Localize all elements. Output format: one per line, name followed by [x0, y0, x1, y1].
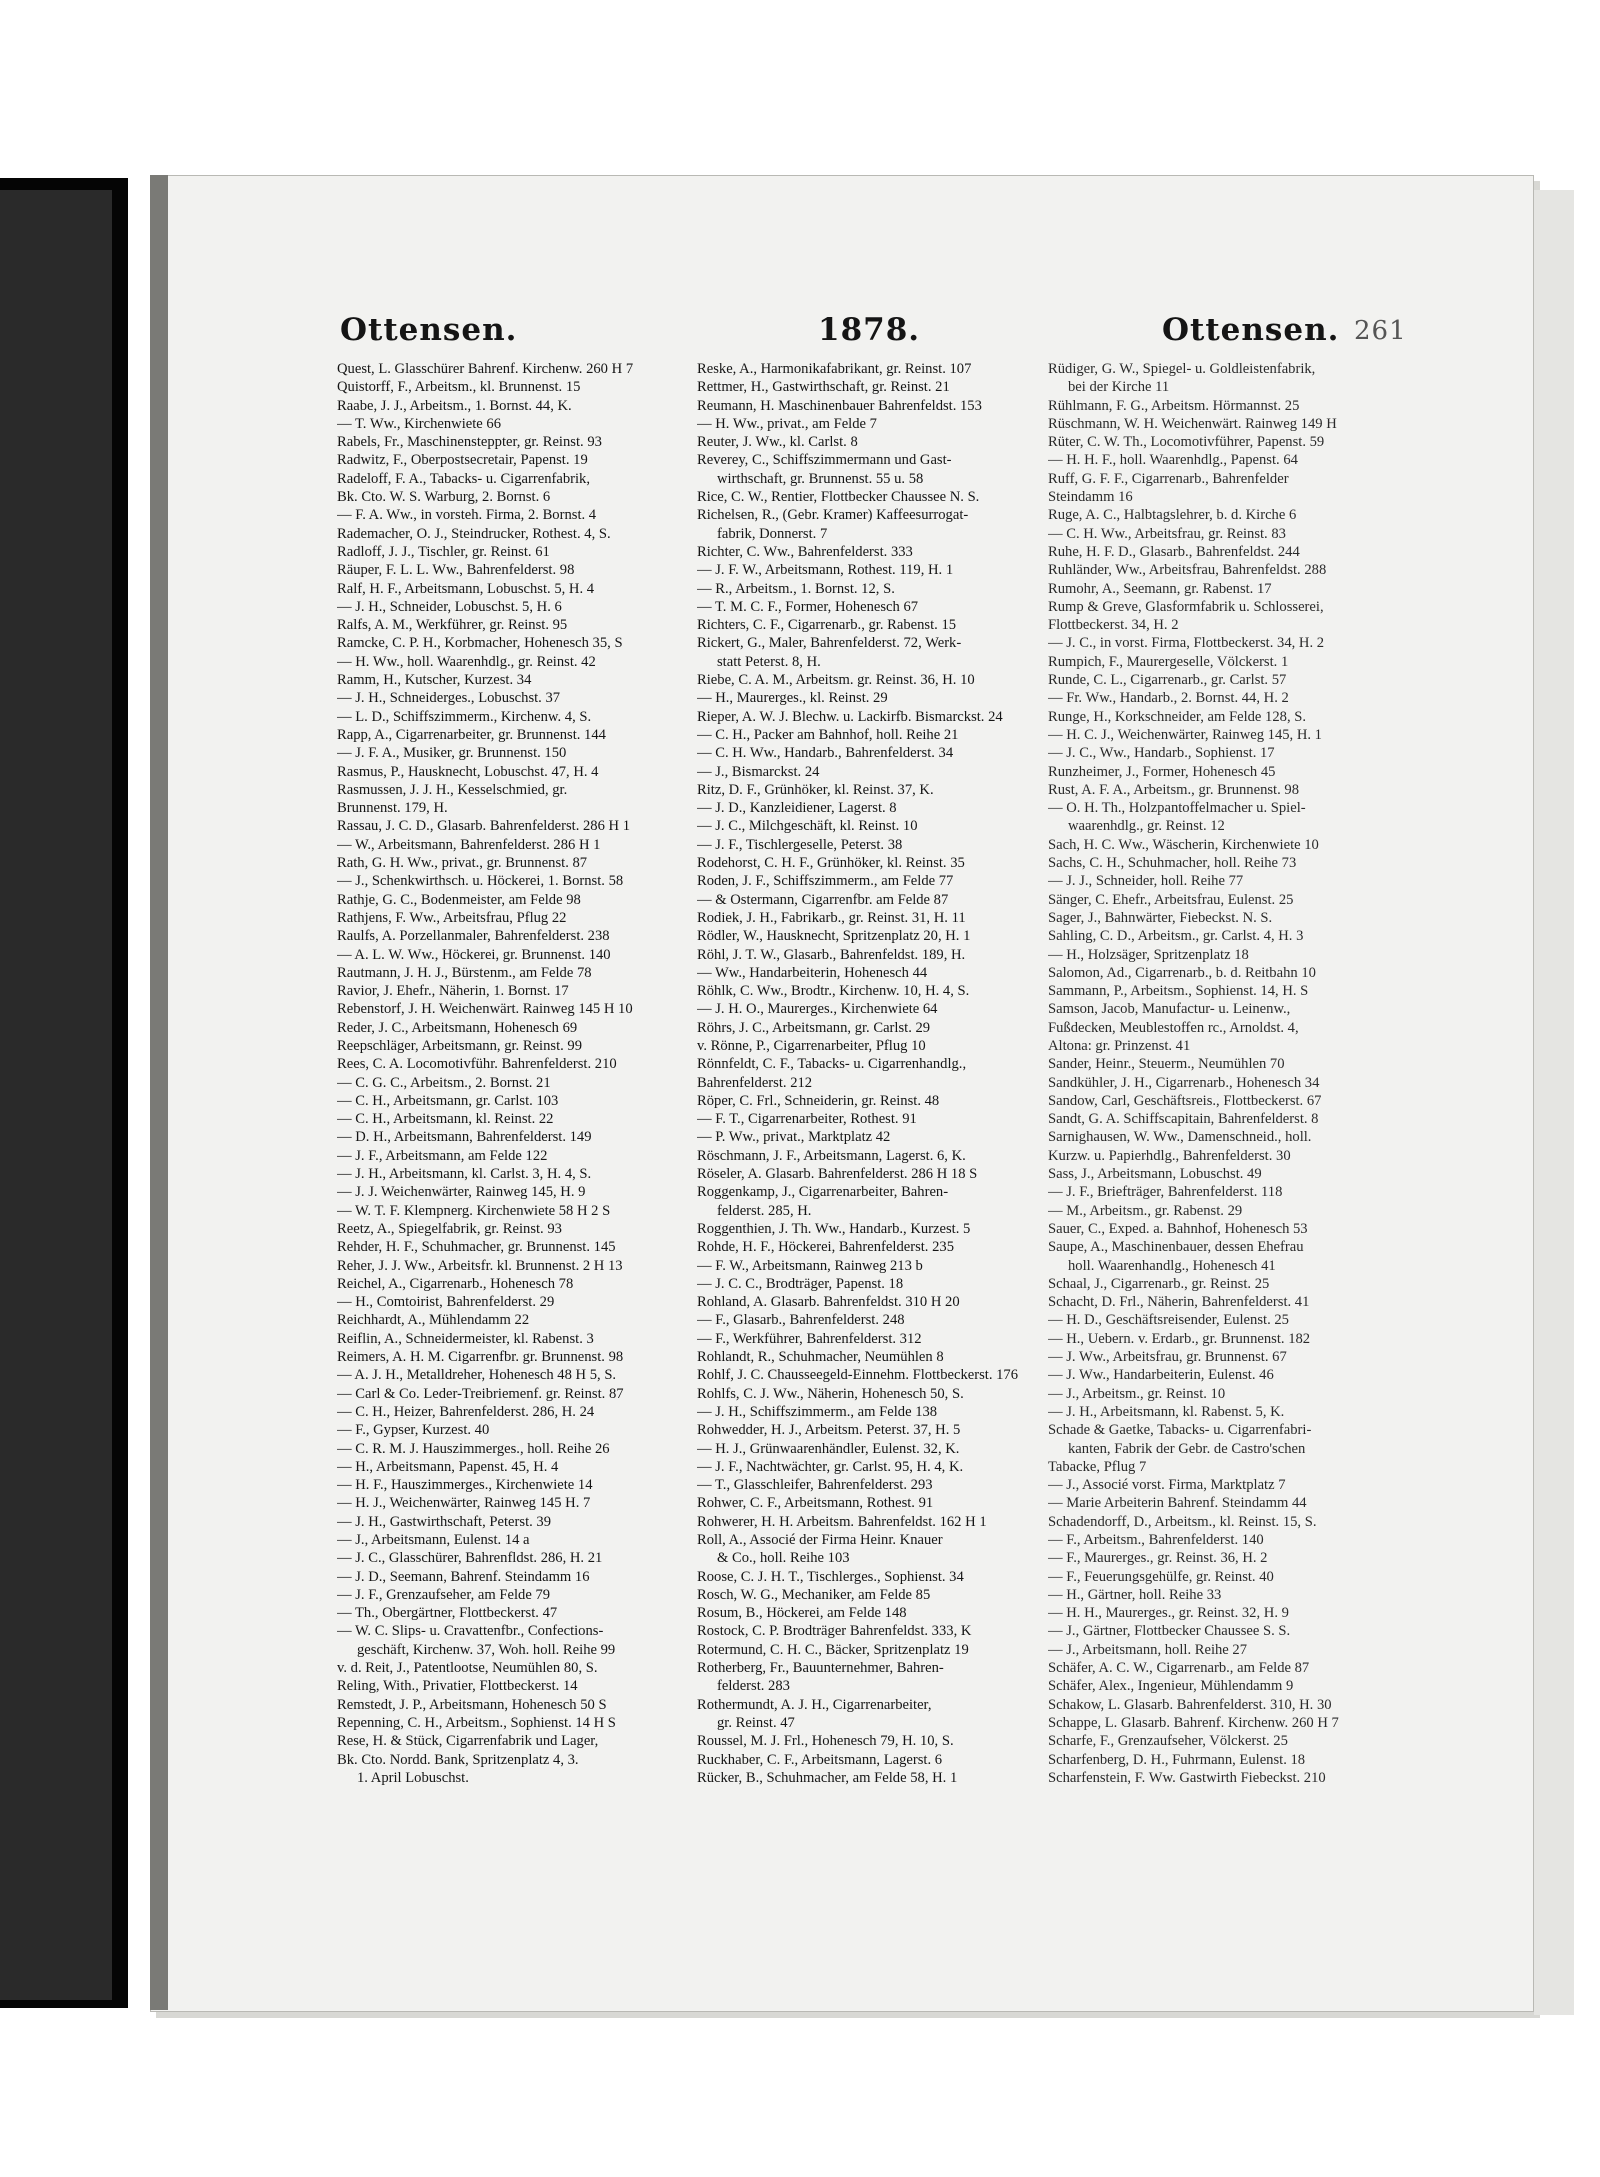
directory-entry: — C. H., Arbeitsmann, kl. Reinst. 22	[337, 1111, 554, 1128]
directory-entry: Rese, H. & Stück, Cigarrenfabrik und Lager,	[337, 1733, 599, 1750]
directory-entry: Rumpich, F., Maurergeselle, Völckerst. 1	[1048, 653, 1289, 670]
directory-entry: Rees, C. A. Locomotivführ. Bahrenfelderst. 210	[337, 1056, 617, 1073]
directory-entry: Schade & Gaetke, Tabacks- u. Cigarrenfabri-	[1048, 1422, 1312, 1439]
directory-entry: Reumann, H. Maschinenbauer Bahrenfeldst. 153	[697, 397, 982, 414]
directory-entry: — H., Holzsäger, Spritzenplatz 18	[1048, 946, 1249, 963]
directory-entry: Rath, G. H. Ww., privat., gr. Brunnenst. 87	[337, 855, 588, 872]
directory-entry: Reverey, C., Schiffszimmermann und Gast-	[697, 452, 952, 469]
directory-entry: Rücker, B., Schuhmacher, am Felde 58, H. 1	[697, 1769, 958, 1786]
directory-entry: Ralfs, A. M., Werkführer, gr. Reinst. 95	[337, 617, 568, 634]
directory-entry: — Carl & Co. Leder-Treibriemenf. gr. Reinst. 87	[337, 1385, 624, 1402]
directory-entry: Richelsen, R., (Gebr. Kramer) Kaffeesurrogat-	[697, 507, 969, 524]
directory-entry: Rohlandt, R., Schuhmacher, Neumühlen 8	[697, 1349, 944, 1366]
directory-entry: Altona: gr. Prinzenst. 41	[1048, 1037, 1191, 1054]
directory-entry: Rettmer, H., Gastwirthschaft, gr. Reinst. 21	[697, 379, 950, 396]
directory-entry: — J. C. C., Brodträger, Papenst. 18	[697, 1275, 904, 1292]
directory-entry: — J. C., Milchgeschäft, kl. Reinst. 10	[697, 818, 918, 835]
directory-entry: — H. H., Maurerges., gr. Reinst. 32, H. 9	[1048, 1605, 1289, 1622]
directory-entry: Rasmus, P., Hausknecht, Lobuschst. 47, H. 4	[337, 763, 599, 780]
directory-entry: — J. Ww., Arbeitsfrau, gr. Brunnenst. 67	[1048, 1349, 1287, 1366]
directory-entry: & Co., holl. Reihe 103	[717, 1550, 850, 1567]
directory-entry: — C. G. C., Arbeitsm., 2. Bornst. 21	[337, 1074, 551, 1091]
directory-entry: Rönnfeldt, C. F., Tabacks- u. Cigarrenhandlg.,	[697, 1056, 967, 1073]
directory-entry: Rathje, G. C., Bodenmeister, am Felde 98	[337, 891, 581, 908]
directory-entry: Richters, C. F., Cigarrenarb., gr. Rabenst. 15	[697, 617, 957, 634]
directory-entry: — O. H. Th., Holzpantoffelmacher u. Spiel-	[1048, 800, 1306, 817]
directory-entry: — J. H., Arbeitsmann, kl. Carlst. 3, H. 4, S.	[337, 1166, 592, 1183]
directory-entry: Rohde, H. F., Höckerei, Bahrenfelderst. 235	[697, 1239, 954, 1256]
directory-entry: Saupe, A., Maschinenbauer, dessen Ehefrau	[1048, 1239, 1304, 1256]
directory-entry: Rabels, Fr., Maschinensteppter, gr. Reinst. 93	[337, 434, 602, 451]
directory-entry: statt Peterst. 8, H.	[717, 653, 821, 670]
directory-entry: — T., Glasschleifer, Bahrenfelderst. 293	[697, 1477, 933, 1494]
directory-entry: Roll, A., Associé der Firma Heinr. Knauer	[697, 1532, 943, 1548]
directory-entry: Quistorff, F., Arbeitsm., kl. Brunnenst. 15	[337, 379, 581, 396]
directory-entry: Rumohr, A., Seemann, gr. Rabenst. 17	[1048, 580, 1272, 597]
directory-column-1	[337, 360, 693, 1787]
directory-entry: Rüdiger, G. W., Spiegel- u. Goldleistenfabrik,	[1048, 361, 1316, 377]
directory-entry: Rotherberg, Fr., Bauunternehmer, Bahren-	[697, 1660, 944, 1677]
directory-entry: Bk. Cto. Nordd. Bank, Spritzenplatz 4, 3.	[337, 1751, 579, 1768]
directory-entry: — J. H. O., Maurerges., Kirchenwiete 64	[697, 1001, 938, 1018]
directory-entry: — F. A. Ww., in vorsteh. Firma, 2. Bornst. 4	[337, 507, 597, 524]
directory-entry: Sandkühler, J. H., Cigarrenarb., Hohenesch 34	[1048, 1074, 1320, 1091]
directory-entry: Rosch, W. G., Mechaniker, am Felde 85	[697, 1586, 931, 1603]
directory-entry: fabrik, Donnerst. 7	[717, 525, 828, 542]
directory-entry: Raabe, J. J., Arbeitsm., 1. Bornst. 44, K.	[337, 397, 572, 414]
directory-column-3	[1048, 360, 1400, 1787]
directory-entry: Reimers, A. H. M. Cigarrenfbr. gr. Brunnenst. 98	[337, 1349, 624, 1366]
directory-entry: Sandow, Carl, Geschäftsreis., Flottbeckerst. 67	[1048, 1092, 1322, 1109]
directory-entry: — M., Arbeitsm., gr. Rabenst. 29	[1048, 1202, 1243, 1219]
directory-entry: Schäfer, A. C. W., Cigarrenarb., am Felde 87	[1048, 1660, 1310, 1677]
directory-entry: — C. H., Packer am Bahnhof, holl. Reihe 21	[697, 726, 959, 743]
directory-entry: — J. C., in vorst. Firma, Flottbeckerst. 34, H. 2	[1048, 635, 1325, 652]
directory-entry: — J. F., Grenzaufseher, am Felde 79	[337, 1586, 551, 1603]
directory-entry: Rostock, C. P. Brodträger Bahrenfeldst. 333, K	[697, 1623, 972, 1640]
directory-entry: Sass, J., Arbeitsmann, Lobuschst. 49	[1048, 1166, 1262, 1183]
directory-entry: Rathjens, F. Ww., Arbeitsfrau, Pflug 22	[337, 909, 567, 926]
directory-entry: Roggenkamp, J., Cigarrenarbeiter, Bahren-	[697, 1184, 949, 1201]
directory-entry: — C. R. M. J. Hauszimmerges., holl. Reihe 26	[337, 1440, 610, 1457]
directory-entry: — J., Bismarckst. 24	[697, 763, 820, 780]
directory-entry: Räuper, F. L. L. Ww., Bahrenfelderst. 98	[337, 562, 575, 579]
directory-entry: Reher, J. J. Ww., Arbeitsfr. kl. Brunnenst. 2 H 13	[337, 1257, 623, 1274]
directory-entry: — J. C., Glasschürer, Bahrenfldst. 286, H. 21	[337, 1550, 603, 1567]
directory-entry: Rautmann, J. H. J., Bürstenm., am Felde 78	[337, 964, 592, 981]
directory-entry: — J. C., Ww., Handarb., Sophienst. 17	[1048, 745, 1275, 762]
directory-entry: — D. H., Arbeitsmann, Bahrenfelderst. 149	[337, 1129, 592, 1146]
directory-entry: — J. F., Nachtwächter, gr. Carlst. 95, H. 4, K.	[697, 1458, 964, 1475]
directory-entry: Rüschmann, W. H. Weichenwärt. Rainweg 149 H	[1048, 415, 1337, 432]
directory-entry: — R., Arbeitsm., 1. Bornst. 12, S.	[697, 580, 895, 597]
directory-entry: Rasmussen, J. J. H., Kesselschmied, gr.	[337, 781, 568, 798]
directory-entry: Remstedt, J. P., Arbeitsmann, Hohenesch 50 S	[337, 1696, 607, 1713]
directory-entry: — H. C. J., Weichenwärter, Rainweg 145, H. 1	[1048, 726, 1322, 743]
directory-entry: Reske, A., Harmonikafabrikant, gr. Reinst. 107	[697, 361, 972, 377]
directory-entry: — J. H., Arbeitsmann, kl. Rabenst. 5, K.	[1048, 1403, 1285, 1420]
directory-entry: Rodiek, J. H., Fabrikarb., gr. Reinst. 31, H. 11	[697, 909, 966, 926]
directory-entry: — J. D., Kanzleidiener, Lagerst. 8	[697, 800, 897, 817]
directory-entry: Rohlf, J. C. Chausseegeld-Einnehm. Flottbeckerst. 176	[697, 1367, 1019, 1384]
directory-entry: — C. H. Ww., Arbeitsfrau, gr. Reinst. 83	[1048, 525, 1286, 542]
directory-entry: — J. H., Gastwirthschaft, Peterst. 39	[337, 1513, 552, 1530]
directory-entry: Rohland, A. Glasarb. Bahrenfeldst. 310 H 20	[697, 1294, 960, 1311]
directory-entry: Roggenthien, J. Th. Ww., Handarb., Kurzest. 5	[697, 1220, 971, 1237]
directory-entry: Rassau, J. C. D., Glasarb. Bahrenfelderst. 286 H 1	[337, 818, 631, 835]
directory-entry: — J., Schenkwirthsch. u. Höckerei, 1. Bornst. 58	[337, 873, 624, 890]
directory-entry: — H., Gärtner, holl. Reihe 33	[1048, 1586, 1222, 1603]
directory-entry: Scharfe, F., Grenzaufseher, Völckerst. 25	[1048, 1733, 1288, 1750]
directory-entry: waarenhdlg., gr. Reinst. 12	[1068, 818, 1225, 835]
directory-entry: Ritz, D. F., Grünhöker, kl. Reinst. 37, K.	[697, 781, 934, 798]
directory-entry: Rieper, A. W. J. Blechw. u. Lackirfb. Bismarckst. 24	[697, 708, 1003, 725]
directory-entry: Runde, C. L., Cigarrenarb., gr. Carlst. 57	[1048, 672, 1287, 689]
directory-entry: Rust, A. F. A., Arbeitsm., gr. Brunnenst. 98	[1048, 781, 1299, 798]
directory-entry: Schacht, D. Frl., Näherin, Bahrenfelderst. 41	[1048, 1294, 1310, 1311]
directory-entry: Ravior, J. Ehefr., Näherin, 1. Bornst. 17	[337, 983, 569, 1000]
directory-entry: Röhl, J. T. W., Glasarb., Bahrenfeldst. 189, H.	[697, 946, 966, 963]
directory-entry: Sammann, P., Arbeitsm., Sophienst. 14, H. S	[1048, 983, 1309, 1000]
directory-entry: Rohwedder, H. J., Arbeitsm. Peterst. 37, H. 5	[697, 1422, 961, 1439]
directory-entry: Kurzw. u. Papierhdlg., Bahrenfelderst. 30	[1048, 1147, 1291, 1164]
directory-entry: — H., Uebern. v. Erdarb., gr. Brunnenst. 182	[1048, 1330, 1311, 1347]
directory-entry: Schaal, J., Cigarrenarb., gr. Reinst. 25	[1048, 1275, 1270, 1292]
directory-entry: — H. J., Weichenwärter, Rainweg 145 H. 7	[337, 1495, 591, 1512]
directory-entry: — Marie Arbeiterin Bahrenf. Steindamm 44	[1048, 1495, 1307, 1512]
directory-entry: — J. H., Schiffszimmerm., am Felde 138	[697, 1403, 938, 1420]
directory-entry: Rickert, G., Maler, Bahrenfelderst. 72, Werk-	[697, 635, 962, 652]
directory-entry: Quest, L. Glasschürer Bahrenf. Kirchenw. 260 H 7	[337, 361, 634, 377]
directory-entry: wirthschaft, gr. Brunnenst. 55 u. 58	[717, 470, 924, 487]
directory-entry: — F., Feuerungsgehülfe, gr. Reinst. 40	[1048, 1568, 1274, 1585]
directory-entry: Flottbeckerst. 34, H. 2	[1048, 617, 1179, 634]
directory-entry: Repenning, C. H., Arbeitsm., Sophienst. 14 H S	[337, 1714, 616, 1731]
directory-entry: Radloff, J. J., Tischler, gr. Reinst. 61	[337, 543, 550, 560]
page-right-margin	[1534, 190, 1574, 2015]
directory-entry: — F., Arbeitsm., Bahrenfelderst. 140	[1048, 1532, 1264, 1548]
directory-entry: Sauer, C., Exped. a. Bahnhof, Hohenesch 53	[1048, 1220, 1308, 1237]
page-gutter	[150, 175, 168, 2010]
directory-entry: Schadendorff, D., Arbeitsm., kl. Reinst. 15, S.	[1048, 1513, 1317, 1530]
directory-entry: Rodehorst, C. H. F., Grünhöker, kl. Reinst. 35	[697, 855, 965, 872]
directory-entry: — J. J., Schneider, holl. Reihe 77	[1048, 873, 1244, 890]
directory-entry: Fußdecken, Meublestoffen rc., Arnoldst. 4,	[1048, 1019, 1299, 1036]
directory-entry: — J. F. W., Arbeitsmann, Rothest. 119, H. 1	[697, 562, 954, 579]
directory-entry: — P. Ww., privat., Marktplatz 42	[697, 1129, 891, 1146]
directory-entry: — Fr. Ww., Handarb., 2. Bornst. 44, H. 2	[1048, 690, 1289, 707]
directory-entry: Schappe, L. Glasarb. Bahrenf. Kirchenw. 260 H 7	[1048, 1714, 1339, 1731]
book-left-edge-inner	[0, 190, 112, 2000]
directory-entry: Rump & Greve, Glasformfabrik u. Schlosserei,	[1048, 598, 1324, 615]
directory-entry: Ramcke, C. P. H., Korbmacher, Hohenesch 35, S	[337, 635, 623, 652]
directory-entry: Rademacher, O. J., Steindrucker, Rothest. 4, S.	[337, 525, 611, 542]
directory-entry: — Ww., Handarbeiterin, Hohenesch 44	[697, 964, 928, 981]
directory-entry: Rebenstorf, J. H. Weichenwärt. Rainweg 145 H 10	[337, 1001, 633, 1018]
directory-entry: Röseler, A. Glasarb. Bahrenfelderst. 286 H 18 S	[697, 1166, 978, 1183]
directory-entry: — J. F., Arbeitsmann, am Felde 122	[337, 1147, 548, 1164]
directory-entry: — C. H., Heizer, Bahrenfelderst. 286, H. 24	[337, 1403, 595, 1420]
directory-entry: Rice, C. W., Rentier, Flottbecker Chaussee N. S.	[697, 489, 980, 506]
directory-entry: Reder, J. C., Arbeitsmann, Hohenesch 69	[337, 1019, 578, 1036]
directory-column-2	[697, 360, 1055, 1787]
directory-entry: — H., Maurerges., kl. Reinst. 29	[697, 690, 888, 707]
directory-entry: Reepschläger, Arbeitsmann, gr. Reinst. 99	[337, 1037, 583, 1054]
directory-entry: Ruckhaber, C. F., Arbeitsmann, Lagerst. 6	[697, 1751, 943, 1768]
directory-entry: Rehder, H. F., Schuhmacher, gr. Brunnenst. 145	[337, 1239, 616, 1256]
directory-entry: Rothermundt, A. J. H., Cigarrenarbeiter,	[697, 1696, 932, 1713]
directory-entry: — J., Associé vorst. Firma, Marktplatz 7	[1048, 1477, 1286, 1494]
directory-entry: Ruhe, H. F. D., Glasarb., Bahrenfeldst. 244	[1048, 543, 1300, 560]
directory-entry: Scharfenberg, D. H., Fuhrmann, Eulenst. 18	[1048, 1751, 1306, 1768]
directory-entry: Steindamm 16	[1048, 489, 1133, 506]
directory-entry: Ramm, H., Kutscher, Kurzest. 34	[337, 672, 532, 689]
directory-entry: — F. T., Cigarrenarbeiter, Rothest. 91	[697, 1111, 917, 1128]
directory-entry: — A. L. W. Ww., Höckerei, gr. Brunnenst. 140	[337, 946, 611, 963]
directory-entry: geschäft, Kirchenw. 37, Woh. holl. Reihe 99	[357, 1641, 616, 1658]
directory-entry: — H. Ww., holl. Waarenhdlg., gr. Reinst. 42	[337, 653, 596, 670]
directory-entry: Rapp, A., Cigarrenarbeiter, gr. Brunnenst. 144	[337, 726, 606, 743]
directory-entry: — W. T. F. Klempnerg. Kirchenwiete 58 H 2 S	[337, 1202, 611, 1219]
directory-entry: Schäfer, Alex., Ingenieur, Mühlendamm 9	[1048, 1678, 1294, 1695]
directory-entry: — J. Ww., Handarbeiterin, Eulenst. 46	[1048, 1367, 1274, 1384]
directory-entry: — J., Gärtner, Flottbecker Chaussee S. S.	[1048, 1623, 1291, 1640]
directory-entry: Scharfenstein, F. Ww. Gastwirth Fiebeckst. 210	[1048, 1769, 1326, 1786]
directory-entry: — T. Ww., Kirchenwiete 66	[337, 415, 502, 432]
directory-entry: Sandt, G. A. Schiffscapitain, Bahrenfelderst. 8	[1048, 1111, 1319, 1128]
directory-entry: — L. D., Schiffszimmerm., Kirchenw. 4, S.	[337, 708, 592, 725]
directory-entry: v. d. Reit, J., Patentlootse, Neumühlen 80, S.	[337, 1660, 598, 1677]
directory-entry: Riebe, C. A. M., Arbeitsm. gr. Reinst. 36, H. 10	[697, 672, 975, 689]
directory-entry: Ruhländer, Ww., Arbeitsfrau, Bahrenfeldst. 288	[1048, 562, 1327, 579]
directory-entry: Sarnighausen, W. Ww., Damenschneid., holl.	[1048, 1129, 1312, 1146]
directory-entry: Reichhardt, A., Mühlendamm 22	[337, 1312, 530, 1329]
directory-entry: Reichel, A., Cigarrenarb., Hohenesch 78	[337, 1275, 574, 1292]
directory-entry: — F., Maurerges., gr. Reinst. 36, H. 2	[1048, 1550, 1268, 1567]
directory-entry: Rosum, B., Höckerei, am Felde 148	[697, 1605, 907, 1622]
directory-entry: Sach, H. C. Ww., Wäscherin, Kirchenwiete 10	[1048, 836, 1319, 853]
directory-entry: Raulfs, A. Porzellanmaler, Bahrenfelderst. 238	[337, 928, 610, 945]
directory-entry: v. Rönne, P., Cigarrenarbeiter, Pflug 10	[697, 1037, 926, 1054]
directory-entry: Reetz, A., Spiegelfabrik, gr. Reinst. 93	[337, 1220, 562, 1237]
directory-entry: Reuter, J. Ww., kl. Carlst. 8	[697, 434, 858, 451]
directory-entry: — H. D., Geschäftsreisender, Eulenst. 25	[1048, 1312, 1289, 1329]
directory-entry: — F., Gypser, Kurzest. 40	[337, 1422, 490, 1439]
directory-entry: — J. F., Tischlergeselle, Peterst. 38	[697, 836, 903, 853]
directory-entry: Reiflin, A., Schneidermeister, kl. Rabenst. 3	[337, 1330, 594, 1347]
directory-entry: Roussel, M. J. Frl., Hohenesch 79, H. 10, S.	[697, 1733, 954, 1750]
directory-entry: 1. April Lobuschst.	[357, 1769, 469, 1786]
directory-entry: — H., Arbeitsmann, Papenst. 45, H. 4	[337, 1458, 559, 1475]
directory-entry: Ruge, A. C., Halbtagslehrer, b. d. Kirche 6	[1048, 507, 1297, 524]
directory-entry: Sander, Heinr., Steuerm., Neumühlen 70	[1048, 1056, 1285, 1073]
directory-entry: — W. C. Slips- u. Cravattenfbr., Confections-	[337, 1623, 604, 1640]
directory-entry: kanten, Fabrik der Gebr. de Castro'schen	[1068, 1440, 1306, 1457]
directory-entry: Sänger, C. Ehefr., Arbeitsfrau, Eulenst. 25	[1048, 891, 1294, 908]
directory-entry: — H. F., Hauszimmerges., Kirchenwiete 14	[337, 1477, 593, 1494]
directory-entry: Rohwerer, H. H. Arbeitsm. Bahrenfeldst. 162 H 1	[697, 1513, 987, 1530]
directory-entry: — C. H. Ww., Handarb., Bahrenfelderst. 34	[697, 745, 954, 762]
directory-entry: — T. M. C. F., Former, Hohenesch 67	[697, 598, 919, 615]
directory-entry: — H. J., Grünwaarenhändler, Eulenst. 32, K.	[697, 1440, 960, 1457]
directory-entry: Rotermund, C. H. C., Bäcker, Spritzenplatz 19	[697, 1641, 969, 1658]
directory-entry: — F., Glasarb., Bahrenfelderst. 248	[697, 1312, 905, 1329]
directory-entry: — J. J. Weichenwärter, Rainweg 145, H. 9	[337, 1184, 586, 1201]
page-header	[330, 312, 1410, 362]
directory-entry: Röper, C. Frl., Schneiderin, gr. Reinst. 48	[697, 1092, 940, 1109]
directory-entry: — J. H., Schneiderges., Lobuschst. 37	[337, 690, 561, 707]
directory-entry: Ruff, G. F. F., Cigarrenarb., Bahrenfelder	[1048, 470, 1289, 487]
directory-entry: Sachs, C. H., Schuhmacher, holl. Reihe 73	[1048, 855, 1297, 872]
directory-entry: — H. Ww., privat., am Felde 7	[697, 415, 877, 432]
directory-entry: felderst. 285, H.	[717, 1202, 812, 1219]
directory-entry: Röschmann, J. F., Arbeitsmann, Lagerst. 6, K.	[697, 1147, 966, 1164]
directory-entry: Rohwer, C. F., Arbeitsmann, Rothest. 91	[697, 1495, 934, 1512]
directory-entry: Samson, Jacob, Manufactur- u. Leinenw.,	[1048, 1001, 1291, 1018]
directory-entry: Sahling, C. D., Arbeitsm., gr. Carlst. 4, H. 3	[1048, 928, 1304, 945]
page-number: 261	[1354, 316, 1407, 346]
directory-entry: Runzheimer, J., Former, Hohenesch 45	[1048, 763, 1276, 780]
directory-entry: felderst. 283	[717, 1678, 790, 1695]
directory-entry: Rohlfs, C. J. Ww., Näherin, Hohenesch 50, S.	[697, 1385, 964, 1402]
directory-entry: Bk. Cto. W. S. Warburg, 2. Bornst. 6	[337, 489, 551, 506]
directory-entry: — J., Arbeitsmann, holl. Reihe 27	[1048, 1641, 1248, 1658]
directory-entry: — F. W., Arbeitsmann, Rainweg 213 b	[697, 1257, 923, 1274]
directory-entry: Rüter, C. W. Th., Locomotivführer, Papenst. 59	[1048, 434, 1325, 451]
directory-entry: — H., Comtoirist, Bahrenfelderst. 29	[337, 1294, 555, 1311]
directory-entry: Röhrs, J. C., Arbeitsmann, gr. Carlst. 29	[697, 1019, 931, 1036]
directory-entry: Röhlk, C. Ww., Brodtr., Kirchenw. 10, H. 4, S.	[697, 983, 970, 1000]
directory-entry: Bahrenfelderst. 212	[697, 1074, 813, 1091]
directory-entry: Schakow, L. Glasarb. Bahrenfelderst. 310, H. 30	[1048, 1696, 1332, 1713]
header-left-title: Ottensen.	[340, 312, 518, 348]
directory-entry: Rühlmann, F. G., Arbeitsm. Hörmannst. 25	[1048, 397, 1300, 414]
header-right-title: Ottensen.	[1162, 312, 1340, 348]
directory-entry: — F., Werkführer, Bahrenfelderst. 312	[697, 1330, 922, 1347]
directory-entry: holl. Waarenhandlg., Hohenesch 41	[1068, 1257, 1276, 1274]
directory-entry: Reling, With., Privatier, Flottbeckerst. 14	[337, 1678, 578, 1695]
directory-entry: bei der Kirche 11	[1068, 379, 1170, 396]
directory-entry: Roose, C. J. H. T., Tischlerges., Sophienst. 34	[697, 1568, 964, 1585]
directory-entry: — & Ostermann, Cigarrenfbr. am Felde 87	[697, 891, 949, 908]
directory-entry: Runge, H., Korkschneider, am Felde 128, S.	[1048, 708, 1307, 725]
directory-entry: — J., Arbeitsm., gr. Reinst. 10	[1048, 1385, 1226, 1402]
directory-entry: Richter, C. Ww., Bahrenfelderst. 333	[697, 543, 913, 560]
directory-entry: — J. F., Briefträger, Bahrenfelderst. 118	[1048, 1184, 1283, 1201]
directory-entry: Tabacke, Pflug 7	[1048, 1458, 1147, 1475]
directory-entry: — H. H. F., holl. Waarenhdlg., Papenst. 64	[1048, 452, 1298, 469]
directory-entry: — J. F. A., Musiker, gr. Brunnenst. 150	[337, 745, 567, 762]
directory-entry: — J. H., Schneider, Lobuschst. 5, H. 6	[337, 598, 562, 615]
directory-entry: — W., Arbeitsmann, Bahrenfelderst. 286 H 1	[337, 836, 601, 853]
directory-entry: — J., Arbeitsmann, Eulenst. 14 a	[337, 1532, 530, 1548]
directory-entry: Radwitz, F., Oberpostsecretair, Papenst. 19	[337, 452, 588, 469]
directory-entry: Salomon, Ad., Cigarrenarb., b. d. Reitbahn 10	[1048, 964, 1316, 981]
directory-entry: Rödler, W., Hausknecht, Spritzenplatz 20, H. 1	[697, 928, 971, 945]
directory-entry: — C. H., Arbeitsmann, gr. Carlst. 103	[337, 1092, 559, 1109]
directory-entry: Sager, J., Bahnwärter, Fiebeckst. N. S.	[1048, 909, 1273, 926]
directory-entry: Ralf, H. F., Arbeitsmann, Lobuschst. 5, H. 4	[337, 580, 595, 597]
directory-entry: — A. J. H., Metalldreher, Hohenesch 48 H 5, S.	[337, 1367, 617, 1384]
directory-entry: — J. D., Seemann, Bahrenf. Steindamm 16	[337, 1568, 590, 1585]
directory-entry: — Th., Obergärtner, Flottbeckerst. 47	[337, 1605, 558, 1622]
directory-entry: Roden, J. F., Schiffszimmerm., am Felde 77	[697, 873, 954, 890]
directory-entry: Brunnenst. 179, H.	[337, 800, 448, 817]
header-year: 1878.	[818, 312, 921, 348]
directory-entry: gr. Reinst. 47	[717, 1714, 795, 1731]
directory-entry: Radeloff, F. A., Tabacks- u. Cigarrenfabrik,	[337, 470, 591, 487]
